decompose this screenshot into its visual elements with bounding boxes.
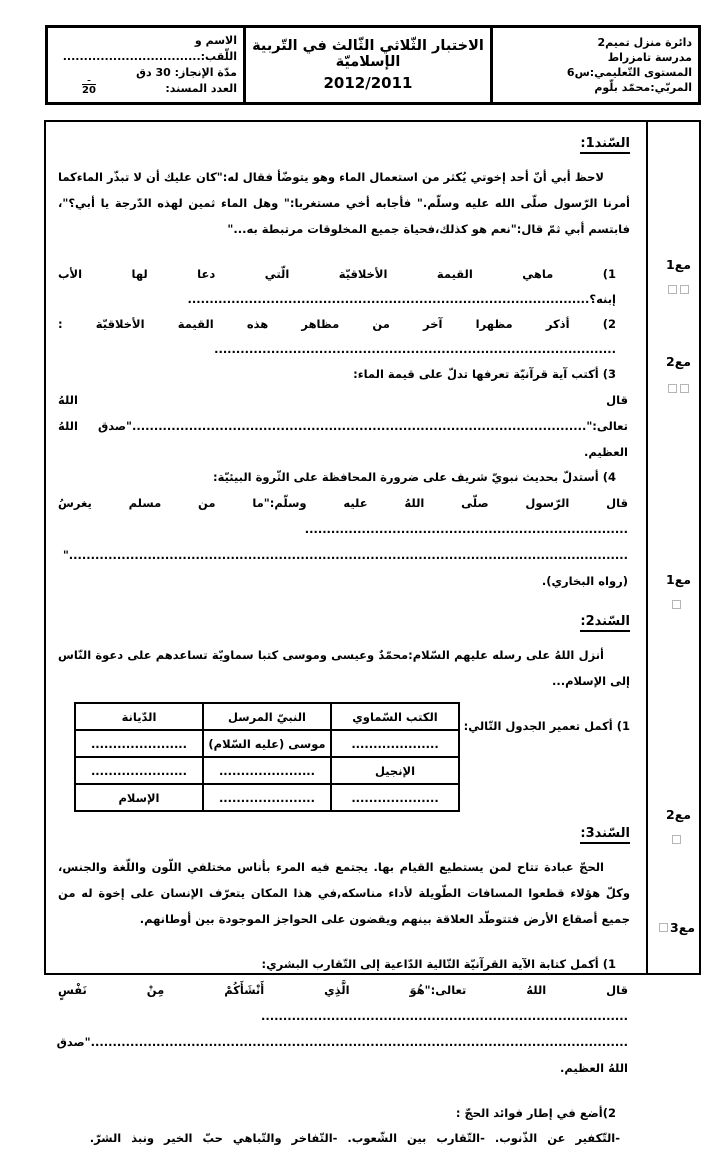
- cell-blank: ......................: [75, 757, 203, 784]
- cell-injil: الإنجيل: [331, 757, 459, 784]
- mark-fraction: [82, 74, 96, 96]
- school-line: مدرسة تامزراط: [607, 51, 692, 64]
- s3-q2-options: -التّكفير عن الذّنوب. -التّقارب بين الشّعوب. -التّفاخر والتّباهي حبّ الخير ونبذ الشرّ.: [89, 1131, 620, 1145]
- holy-books-table: [74, 702, 460, 812]
- exam-title: الاختبار الثّلاثي الثّالث في التّربية الإسلاميّة: [252, 38, 484, 70]
- school-info-cell: [492, 27, 700, 104]
- score-mark-5-label: مع3: [670, 920, 695, 935]
- cell-blank: ....................: [331, 784, 459, 811]
- score-boxes-2: [668, 384, 689, 393]
- duration-line: مدّة الإنجاز: 30 دق: [136, 66, 237, 79]
- table-row: [75, 730, 459, 757]
- s1-q3-quran-line: قال اللهُ تعالى:"........................................................................................................"صدق اللهُ العظيم.: [58, 393, 628, 459]
- score-checkbox: [672, 835, 681, 844]
- mark-label: العدد المسند:: [165, 82, 237, 95]
- score-boxes-4: [672, 835, 681, 844]
- score-checkbox: [672, 600, 681, 609]
- score-boxes-3: [672, 600, 681, 609]
- s3-question-2: 2)أضع في إطار فوائد الحجّ :: [455, 1106, 616, 1120]
- score-checkbox: [659, 923, 668, 932]
- exam-year: 2012/2011: [323, 74, 413, 92]
- score-mark-5: [659, 920, 695, 935]
- s2-question-row: [58, 700, 630, 812]
- teacher-line: المربّي:محمّد بلّوم: [594, 81, 692, 94]
- s3-q1-quran-line-2: ..........................................................................................................................."صدق اللهُ العظيم.: [56, 1035, 628, 1075]
- score-mark-3: مع1: [666, 572, 691, 587]
- header-religion: الدّيانة: [75, 703, 203, 730]
- section-1-intro: لاحظ أبي أنّ أحد إخوتي يُكثر من استعمال الماء وهو يتوضّأ فقال له:"كان عليك أن لا تبذّر الماءكما أمرنا الرّسول صلّى الله عليه وسلّم." فأجابه أخي مستغربا:" وهل الماء ثمين لهذه الدّرجة يا أبي؟"، فابتسم أبي ثمّ قال:"نعم هو كذلك،فحياة جميع المخلوقات مرتبطة به...": [58, 170, 630, 236]
- main-box: [44, 120, 701, 1145]
- student-name-field: الاسم و اللّقب:.................................: [62, 34, 237, 63]
- header-prophet: النبيّ المرسل: [203, 703, 331, 730]
- cell-blank: ......................: [75, 730, 203, 757]
- exam-title-cell: [245, 27, 492, 104]
- cell-blank: ......................: [203, 757, 331, 784]
- score-mark-4: مع2: [666, 807, 691, 822]
- mark-denominator: 20: [82, 85, 96, 96]
- section-2-intro: أنزل اللهُ على رسله عليهم السّلام:محمّدٌ وعيسى وموسى كتبا سماويّة تساعدهم على دعوة النّاس إلى الإسلام...: [58, 648, 630, 688]
- s3-question-1: 1) أكمل كتابة الآية القرآنيّة التّالية الدّاعية إلى التّقارب البشري:: [261, 957, 616, 971]
- s1-q4-hadith-line-1: قال الرّسول صلّى اللهُ عليه وسلّم:"ما من مسلم يغرسُ ..........................................................................: [58, 496, 628, 536]
- student-info-cell: [47, 27, 245, 104]
- cell-blank: ....................: [331, 730, 459, 757]
- score-checkbox: [680, 285, 689, 294]
- score-checkbox: [680, 384, 689, 393]
- table-header-row: [75, 703, 459, 730]
- level-line: المستوى التّعليمي:س6: [566, 66, 692, 79]
- exam-content: [46, 122, 644, 1145]
- mark-blank: ـ: [87, 74, 91, 83]
- header-books: الكتب السّماوي: [331, 703, 459, 730]
- s1-question-2: 2) أذكر مظهرا آخر من مظاهر هذه القيمة الأخلاقيّة : ............................................................................................: [58, 317, 616, 356]
- score-checkbox: [668, 285, 677, 294]
- district-line: دائرة منزل تميم2: [597, 36, 692, 49]
- cell-blank: ......................: [203, 784, 331, 811]
- header-table: [45, 25, 701, 105]
- score-checkbox: [668, 384, 677, 393]
- s3-q1-quran-line-1: قال اللهُ تعالى:"هُوَ الَّذِي أَنْشَأَكُمْ مِنْ نَفْسٍ ....................................................................................: [58, 983, 628, 1023]
- table-row: [75, 757, 459, 784]
- s1-question-1: 1) ماهي القيمة الأخلاقيّة الّتي دعا لها الأب إبنه؟............................................................................................: [58, 267, 616, 306]
- section-1-heading: السّند1:: [580, 136, 630, 154]
- score-mark-2: مع2: [666, 354, 691, 369]
- s1-q4-hadith-line-2: ................................................................................................................................" (رواه البخاري).: [62, 548, 628, 588]
- section-3-heading: السّند3:: [580, 826, 630, 844]
- score-column: [646, 122, 699, 973]
- score-mark-1: مع1: [666, 257, 691, 272]
- section-3-intro: الحجّ عبادة تتاح لمن يستطيع القيام بها. يجتمع فيه المرء بأناس مختلفي اللّون واللّغة والجنس، وكلّ هؤلاء قطعوا المسافات الطّويلة لأداء مناسكه,في هذا المكان يتعرّف الإنسان على إخوة له من جميع أصقاع الأرض فتتوطّد العلاقة بينهم ويقضون على الحواجز الموجودة بين أوطانهم.: [58, 860, 630, 926]
- score-boxes-1: [668, 285, 689, 294]
- cell-islam: الإسلام: [75, 784, 203, 811]
- s1-question-4: 4) أستدلّ بحديث نبويّ شريف على ضرورة المحافظة على الثّروة البيئيّة:: [213, 470, 616, 484]
- s1-question-3: 3) أكتب آية قرآنيّة تعرفها تدلّ على قيمة الماء:: [353, 367, 616, 381]
- table-row: [75, 784, 459, 811]
- s2-question-1: 1) أكمل تعمير الجدول التّالي:: [463, 719, 630, 733]
- cell-moussa: موسى (عليه السّلام): [203, 730, 331, 757]
- section-2-heading: السّند2:: [580, 614, 630, 632]
